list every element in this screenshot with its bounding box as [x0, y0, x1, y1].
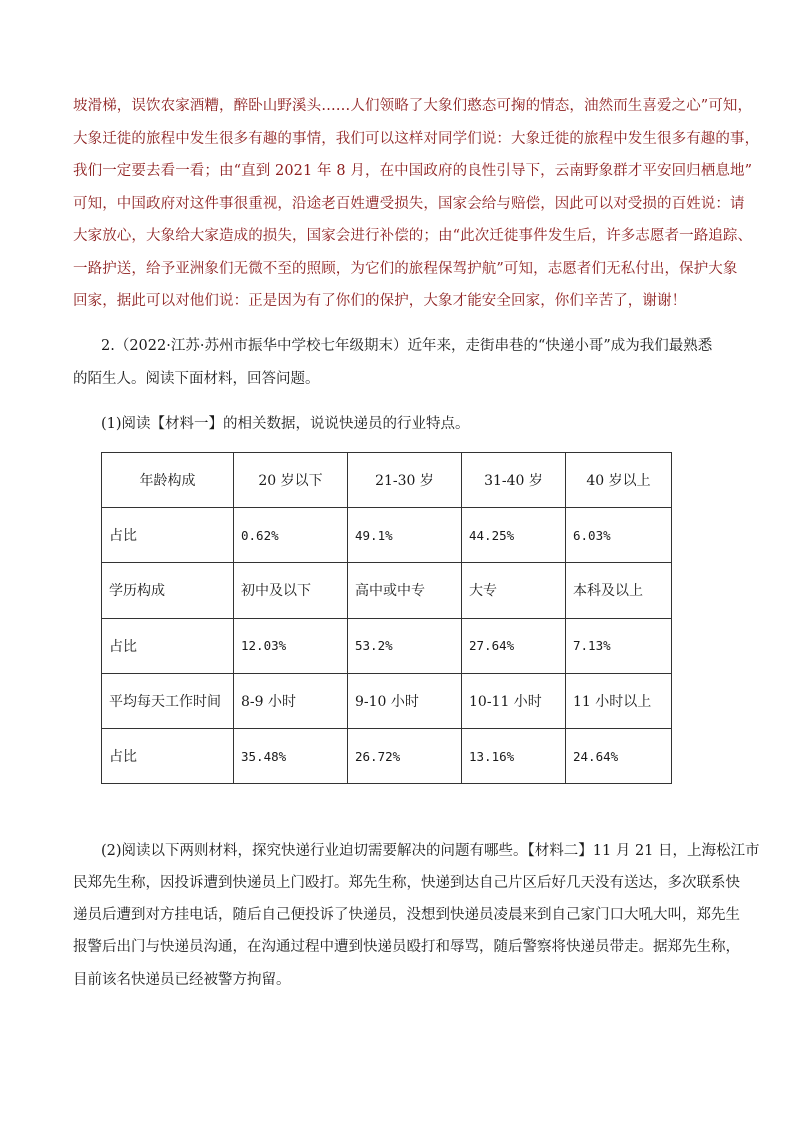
table-cell: 9-10 小时	[348, 673, 462, 728]
table-cell: 24.64%	[566, 728, 672, 783]
table-header-cell: 年龄构成	[102, 453, 234, 508]
table-cell: 初中及以下	[234, 563, 348, 618]
material-2-line: 民郑先生称，因投诉遭到快递员上门殴打。郑先生称，快递到达自己片区后好几天没有送达，多次联系快	[73, 875, 740, 891]
table-header-cell: 20 岁以下	[234, 453, 348, 508]
table-cell: 0.62%	[234, 508, 348, 563]
table-cell: 本科及以上	[566, 563, 672, 618]
table-cell: 12.03%	[234, 618, 348, 673]
table-cell: 8-9 小时	[234, 673, 348, 728]
table-row	[102, 673, 672, 728]
table-cell: 44.25%	[462, 508, 566, 563]
material-2-line: 目前该名快递员已经被警方拘留。	[73, 972, 291, 988]
table-header-cell: 21-30 岁	[348, 453, 462, 508]
answer-paragraph	[73, 90, 760, 318]
table-cell: 10-11 小时	[462, 673, 566, 728]
sub-question-1: (1)阅读【材料一】的相关数据，说说快递员的行业特点。	[101, 416, 470, 432]
table-cell: 26.72%	[348, 728, 462, 783]
answer-line: 大象迁徙的旅程中发生很多有趣的事情，我们可以这样对同学们说：大象迁徙的旅程中发生很多有趣的事，	[73, 130, 760, 147]
table-cell: 7.13%	[566, 618, 672, 673]
table-header-row	[102, 453, 672, 508]
table-cell: 6.03%	[566, 508, 672, 563]
table-header-cell: 40 岁以上	[566, 453, 672, 508]
table-cell: 53.2%	[348, 618, 462, 673]
courier-data-table	[101, 452, 672, 784]
table-cell: 占比	[102, 508, 234, 563]
table-cell: 占比	[102, 618, 234, 673]
table-cell: 学历构成	[102, 563, 234, 618]
answer-line: 大家放心，大象给大家造成的损失，国家会进行补偿的；由“此次迁徙事件发生后，许多志愿者一路追踪、	[73, 228, 753, 244]
table-row	[102, 508, 672, 563]
question-text: 的陌生人。阅读下面材料，回答问题。	[73, 371, 320, 387]
answer-line: 回家，据此可以对他们说：正是因为有了你们的保护，大象才能安全回家，你们辛苦了，谢谢！	[73, 293, 687, 309]
question-text: 2.（2022·江苏·苏州市振华中学校七年级期末）近年来，走街串巷的“快递小哥”成为我们最熟悉	[101, 338, 713, 354]
table-cell: 大专	[462, 563, 566, 618]
table-row	[102, 728, 672, 783]
material-2-line: (2)阅读以下两则材料，探究快递行业迫切需要解决的问题有哪些。【材料二】11 月 21 日，上海松江市	[101, 843, 760, 859]
table-cell: 高中或中专	[348, 563, 462, 618]
answer-line: 一路护送，给予亚洲象们无微不至的照顾，为它们的旅程保驾护航”可知，志愿者们无私付出，保护大象	[73, 260, 738, 277]
material-2-line: 报警后出门与快递员沟通，在沟通过程中遭到快递员殴打和辱骂，随后警察将快递员带走。据郑先生称，	[73, 939, 740, 955]
table-cell: 占比	[102, 728, 234, 783]
table-cell: 35.48%	[234, 728, 348, 783]
answer-line: 坡滑梯，误饮农家酒糟，醉卧山野溪头……人们领略了大象们憨态可掬的情态，油然而生喜爱之心”可知，	[73, 98, 753, 114]
table-cell: 平均每天工作时间	[102, 673, 234, 728]
answer-line: 可知，中国政府对这件事很重视，沿途老百姓遭受损失，国家会给与赔偿，因此可以对受损的百姓说：请	[73, 195, 745, 212]
answer-line: 我们一定要去看一看；由“直到 2021 年 8 月，在中国政府的良性引导下，云南野象群才平安回归栖息地”	[73, 163, 753, 179]
table-cell: 27.64%	[462, 618, 566, 673]
table-row	[102, 563, 672, 618]
table-cell: 11 小时以上	[566, 673, 672, 728]
table-header-cell: 31-40 岁	[462, 453, 566, 508]
table-row	[102, 618, 672, 673]
table-cell: 49.1%	[348, 508, 462, 563]
material-2-line: 递员后遭到对方挂电话，随后自己便投诉了快递员，没想到快递员凌晨来到自己家门口大吼大叫，郑先生	[73, 907, 740, 923]
table-cell: 13.16%	[462, 728, 566, 783]
